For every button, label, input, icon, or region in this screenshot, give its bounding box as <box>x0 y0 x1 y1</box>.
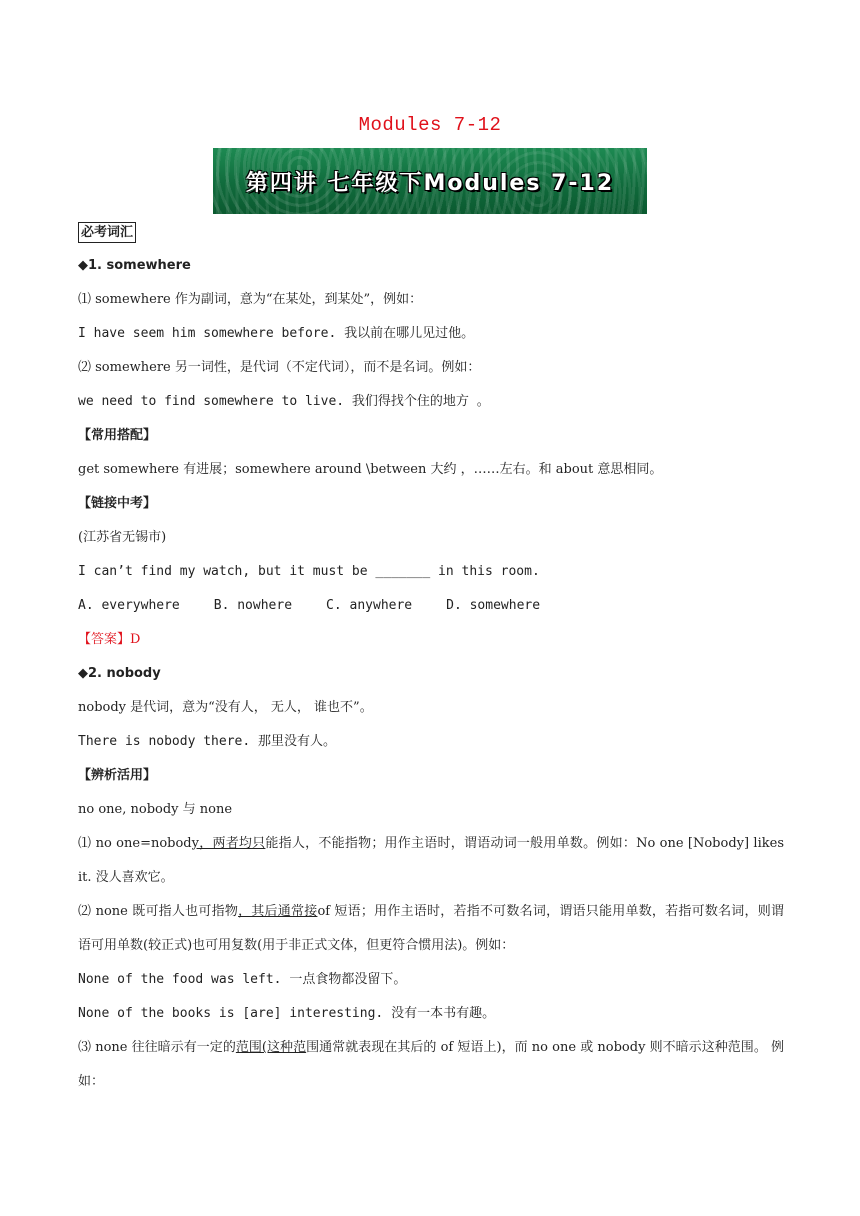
section-label-row <box>78 220 784 249</box>
note-3-rest: 围通常就表现在其后的 of 短语上)，而 no one 或 nobody 则不暗示这种范围。 例如： <box>78 1040 785 1089</box>
note-2 <box>78 895 784 963</box>
item1-example1: I have seem him somewhere before. 我以前在哪儿见过他。 <box>78 326 475 341</box>
analysis-label: 【辨析活用】 <box>78 768 157 783</box>
banner-text: 第四讲 七年级下Modules 7-12 <box>245 170 615 196</box>
link-label: 【链接中考】 <box>78 496 157 511</box>
collocation-text: get somewhere 有进展；somewhere around \between 大约 ，……左右。和 about 意思相同。 <box>78 462 663 477</box>
question-text: I can’t find my watch, but it must be _______ in this room. <box>78 564 540 579</box>
page-title: Modules 7-12 <box>358 114 502 136</box>
note-1-rest: 能指人，不能指物；用作主语时，谓语动词一般用单数。例如：No one [Nobody] likes it. 没人喜欢它。 <box>78 836 784 885</box>
item1-p2: ⑵ somewhere 另一词性，是代词（不定代词），而不是名词。例如： <box>78 360 481 375</box>
note-2-underlined: ，其后通常接 <box>238 904 318 919</box>
note-2-start: ⑵ none 既可指人也可指物 <box>78 904 239 919</box>
answer-value: D <box>130 632 141 647</box>
collocation-label: 【常用搭配】 <box>78 428 157 443</box>
note-1 <box>78 827 784 895</box>
note-1-underlined: y，两者均只 <box>191 836 266 851</box>
question-source: (江苏省无锡市) <box>78 530 167 545</box>
item2-example1: There is nobody there. 那里没有人。 <box>78 734 337 749</box>
content <box>78 220 784 1099</box>
item2-p1: nobody 是代词，意为“没有人， 无人， 谁也不”。 <box>78 700 373 715</box>
note-2-rest: of 短语；用作主语时，若指不可数名词，谓语只能用单数，若指可数名词，则谓语可用单数(较正式)也可用复数(用于非正式文体，但更符合惯用法)。例如： <box>78 904 784 953</box>
option-a: A. everywhere <box>78 598 180 613</box>
item2-example3: None of the books is [are] interesting. 没有一本书有趣。 <box>78 1006 496 1021</box>
section-label: 必考词汇 <box>78 222 136 243</box>
lesson-banner <box>213 148 647 214</box>
option-c: C. anywhere <box>326 598 413 613</box>
answer-row <box>78 623 784 657</box>
item2-heading: ◆2. nobody <box>78 666 161 681</box>
note-3-underlined: 范围(这种范 <box>235 1040 307 1055</box>
note-3 <box>78 1031 784 1099</box>
question-options <box>78 589 784 623</box>
answer-label: 【答案】 <box>78 632 131 647</box>
item1-p1: ⑴ somewhere 作为副词，意为“在某处，到某处”，例如： <box>78 292 423 307</box>
option-b: B. nowhere <box>213 598 293 613</box>
item1-example2: we need to find somewhere to live. 我们得找个住的地方 。 <box>78 394 490 409</box>
option-d: D. somewhere <box>446 598 541 613</box>
note-3-start: ⑶ none 往往暗示有一定的 <box>78 1040 236 1055</box>
item1-heading: ◆1. somewhere <box>78 258 191 273</box>
compare-title: no one, nobody 与 none <box>78 802 233 817</box>
item2-example2: None of the food was left. 一点食物都没留下。 <box>78 972 407 987</box>
note-1-start: ⑴ no one=nobod <box>78 836 192 851</box>
